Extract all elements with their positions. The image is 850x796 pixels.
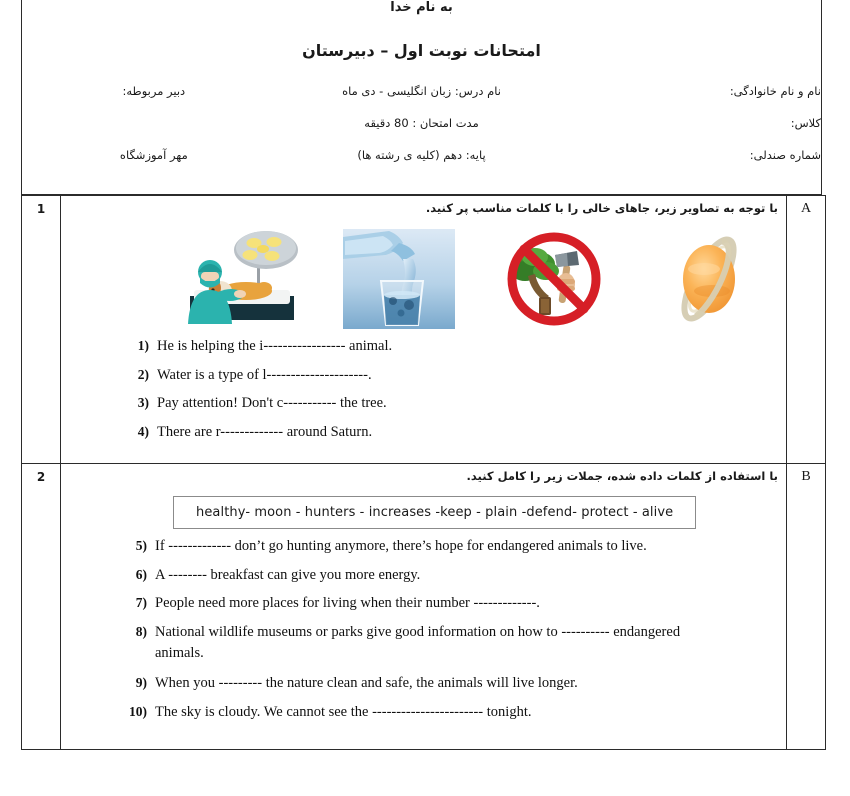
section-b-body-cell [61, 464, 787, 750]
question-text[interactable]: There are r------------- around Saturn. [157, 423, 373, 440]
question-text[interactable]: If ------------- don’t go hunting anymore, there’s hope for endangered animals to live. [155, 538, 647, 554]
section-row-b [22, 464, 826, 750]
question-item [121, 425, 776, 440]
school-stamp-label: مهر آموزشگاه [119, 148, 188, 162]
question-text[interactable]: He is helping the i----------------- animal. [157, 338, 393, 354]
exam-meta-table [22, 84, 821, 180]
seat-number-label: شماره صندلی: [749, 148, 821, 162]
water-poured-into-glass-image [321, 226, 476, 331]
class-label: کلاس: [790, 116, 821, 130]
question-text[interactable]: National wildlife museums or parks give good information on how to ---------- endangered [155, 623, 681, 640]
question-number: 6) [135, 566, 147, 582]
question-grid [21, 195, 826, 750]
exam-title: امتحانات نوبت اول – دبیرستان [302, 41, 541, 60]
section-b-question-list [61, 537, 786, 749]
question-number: 1) [137, 338, 149, 353]
section-a-letter: A [800, 201, 812, 216]
question-item [119, 596, 776, 611]
section-a-image-strip [61, 218, 786, 337]
duration-label: مدت امتحان : 80 دقیقه [364, 116, 479, 130]
question-text[interactable]: A -------- breakfast can give you more energy. [155, 566, 421, 583]
question-item [119, 676, 776, 691]
question-text[interactable]: People need more places for living when their number -------------. [155, 595, 540, 611]
clipped-next-question-row [119, 727, 776, 739]
question-item [119, 568, 776, 583]
bismillah-text: به نام خدا [390, 0, 453, 15]
no-tree-cutting-sign-image [476, 226, 631, 331]
question-item [121, 339, 776, 354]
question-text[interactable]: The sky is cloudy. We cannot see the ----------------------- tonight. [155, 703, 532, 720]
meta-row-3 [22, 148, 821, 180]
question-number: 7) [135, 595, 147, 610]
word-bank-wrapper [61, 486, 786, 537]
question-number: 3) [137, 395, 149, 410]
student-name-label: نام و نام خانوادگی: [729, 84, 821, 98]
meta-row-1 [22, 84, 821, 116]
question-item [119, 539, 776, 554]
veterinarian-operating-on-dog-image [166, 226, 321, 331]
section-b-letter: B [801, 469, 811, 484]
saturn-planet-image [631, 226, 786, 331]
question-text[interactable]: Water is a type of l---------------------. [157, 366, 372, 383]
question-text-continuation: animals. [155, 645, 204, 661]
grade-label: پایه: دهم (کلیه ی رشته ها) [357, 148, 486, 162]
section-a-question-list [61, 337, 786, 463]
question-item [119, 625, 776, 640]
word-bank-box: healthy- moon - hunters - increases -keep - plain -defend- protect - alive [173, 496, 696, 529]
section-b-score-cell [22, 464, 61, 750]
question-number: 8) [135, 623, 147, 639]
section-a-body-cell [61, 196, 787, 464]
question-number: 4) [137, 423, 149, 439]
teacher-label: دبیر مربوطه: [122, 84, 186, 98]
question-item [121, 368, 776, 383]
question-number: 10) [129, 703, 147, 719]
question-item [121, 396, 776, 411]
section-b-letter-cell [787, 464, 826, 750]
meta-row-2 [22, 116, 821, 148]
section-a-score-cell [22, 196, 61, 464]
section-row-a [22, 196, 826, 464]
section-b-instruction: با استفاده از کلمات داده شده، جملات زیر را کامل کنید. [466, 469, 778, 483]
section-b-score: 2 [36, 470, 46, 484]
section-a-instruction: با توجه به تصاویر زیر، جاهای خالی را با کلمات مناسب پر کنید. [425, 201, 778, 215]
subject-label: نام درس: زبان انگلیسی - دی ماه [342, 84, 501, 98]
section-a-letter-cell [787, 196, 826, 464]
question-item [119, 705, 776, 720]
question-number: 9) [135, 675, 147, 690]
meta-empty-cell [22, 116, 286, 148]
question-number: 2) [137, 366, 149, 382]
question-text[interactable]: Pay attention! Don't c----------- the tree. [157, 395, 387, 411]
section-a-score: 1 [36, 202, 46, 216]
question-number: 5) [135, 538, 147, 553]
question-text[interactable]: When you --------- the nature clean and safe, the animals will live longer. [155, 675, 578, 691]
exam-header [21, 0, 822, 195]
